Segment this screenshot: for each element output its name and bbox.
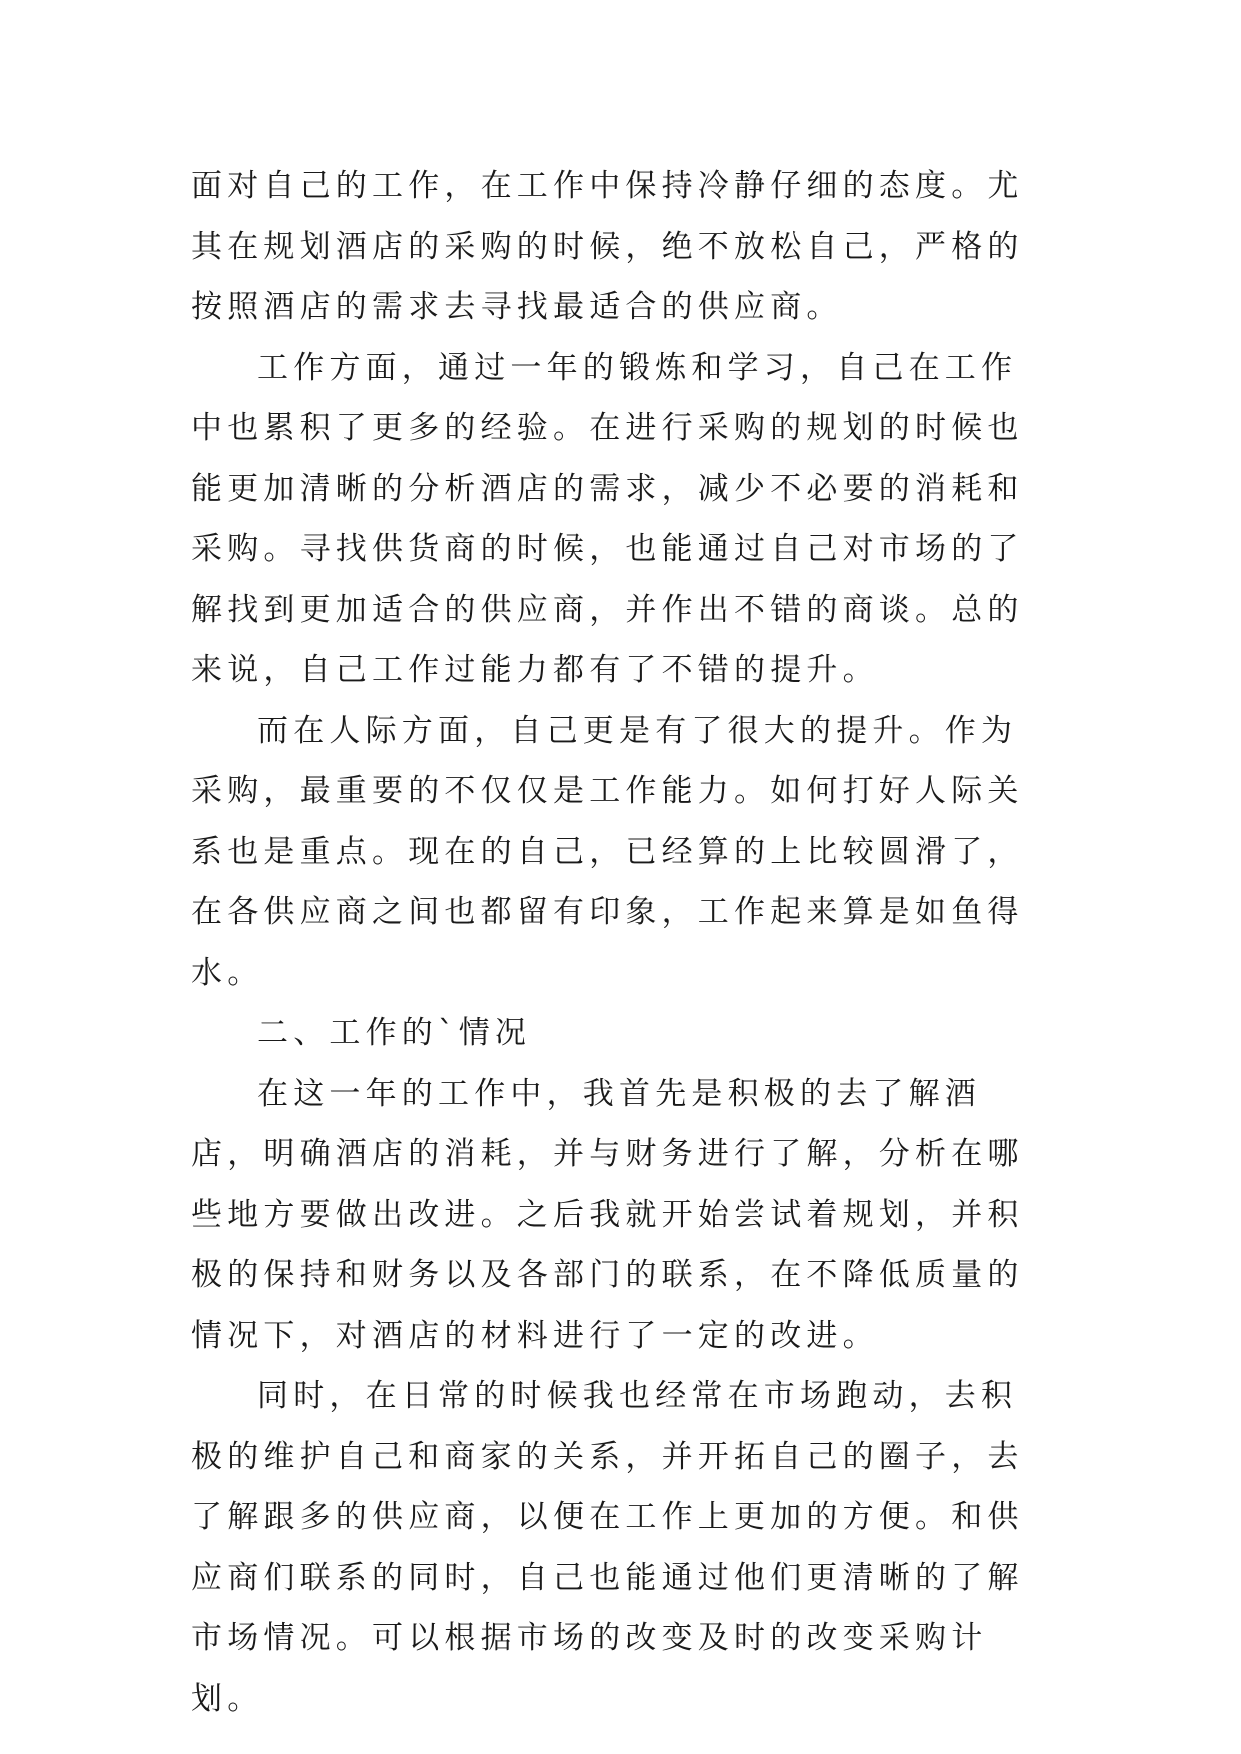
section-heading: 二、工作的`情况 bbox=[257, 1015, 532, 1051]
paragraph-1: 面对自己的工作，在工作中保持冷静仔细的态度。尤其在规划酒店的采购的时候，绝不放松自己，严格的按照酒店的需求去寻找最适合的供应商。 bbox=[191, 168, 1024, 325]
paragraph-3: 而在人际方面，自己更是有了很大的提升。作为采购，最重要的不仅仅是工作能力。如何打好人际关系也是重点。现在的自己，已经算的上比较圆滑了，在各供应商之间也都留有印象，工作起来算是如鱼得水。 bbox=[191, 712, 1024, 991]
paragraph-5: 同时，在日常的时候我也经常在市场跑动，去积极的维护自己和商家的关系，并开拓自己的圈子，去了解跟多的供应商，以便在工作上更加的方便。和供应商们联系的同时，自己也能通过他们更清晰的了解市场情况。可以根据市场的改变及时的改变采购计划。 bbox=[191, 1378, 1024, 1717]
paragraph-2: 工作方面，通过一年的锻炼和学习，自己在工作中也累积了更多的经验。在进行采购的规划的时候也能更加清晰的分析酒店的需求，减少不必要的消耗和采购。寻找供货商的时候，也能通过自己对市场的了解找到更加适合的供应商，并作出不错的商谈。总的来说，自己工作过能力都有了不错的提升。 bbox=[191, 349, 1024, 688]
paragraph-4: 在这一年的工作中，我首先是积极的去了解酒店，明确酒店的消耗，并与财务进行了解，分析在哪些地方要做出改进。之后我就开始尝试着规划，并积极的保持和财务以及各部门的联系，在不降低质量的情况下，对酒店的材料进行了一定的改进。 bbox=[191, 1075, 1024, 1354]
document-body bbox=[191, 156, 1051, 1729]
